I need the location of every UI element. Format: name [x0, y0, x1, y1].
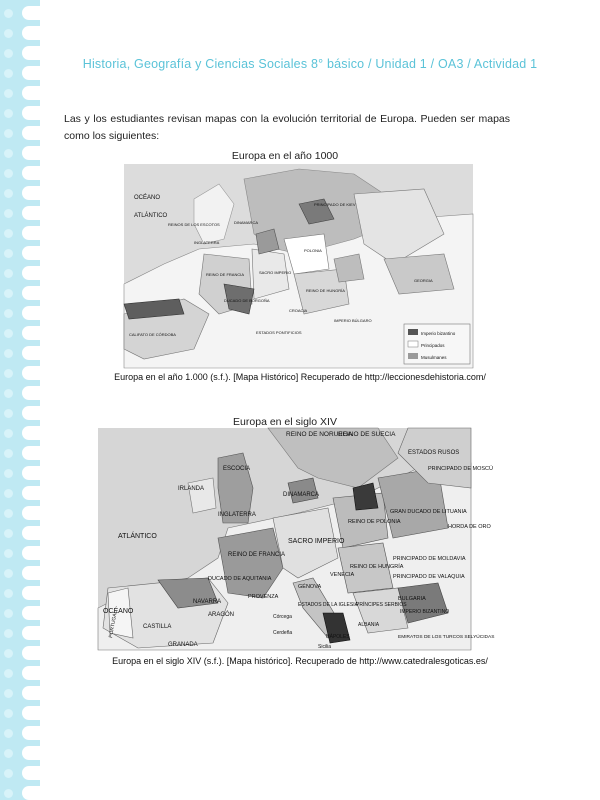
map1-scots: REINOS DE LOS ESCOTOS	[168, 222, 220, 227]
map2-genova: GÉNOVA	[298, 584, 322, 590]
strip-hole	[22, 286, 48, 300]
strip-hole	[22, 146, 48, 160]
strip-hole	[22, 166, 48, 180]
map2-venecia: VENECIA	[330, 572, 355, 578]
strip-dot	[4, 289, 13, 298]
strip-dot	[4, 409, 13, 418]
map2-polonia: REINO DE POLONIA	[348, 519, 401, 525]
map2-escocia: ESCOCIA	[223, 466, 251, 472]
strip-dot	[4, 789, 13, 798]
map2-provenza: PROVENZA	[248, 594, 279, 600]
strip-hole	[22, 766, 48, 780]
map2-emiratos: EMIRATOS DE LOS TURCOS SELYÚCIDAS	[398, 635, 495, 640]
map2-suecia: REINO DE SUECIA	[338, 431, 396, 438]
strip-dot	[4, 769, 13, 778]
strip-hole	[22, 246, 48, 260]
map1-ocean1: OCÉANO	[134, 195, 161, 201]
strip-dot	[4, 109, 13, 118]
strip-hole	[22, 786, 48, 800]
map2-lituania: GRAN DUCADO DE LITUANIA	[390, 509, 467, 515]
strip-dot	[4, 329, 13, 338]
strip-hole	[22, 686, 48, 700]
map2-francia: REINO DE FRANCIA	[228, 552, 286, 558]
strip-hole	[22, 606, 48, 620]
strip-hole	[22, 386, 48, 400]
strip-hole	[22, 546, 48, 560]
map2-atlantico: ATLÁNTICO	[118, 533, 157, 540]
map2-hungria: REINO DE HUNGRÍA	[350, 564, 404, 570]
strip-hole	[22, 266, 48, 280]
strip-hole	[22, 306, 48, 320]
map2-navarra: NAVARRA	[193, 599, 222, 605]
map2-valaquia: PRINCIPADO DE VALAQUIA	[393, 574, 465, 580]
strip-dot	[4, 189, 13, 198]
strip-dot	[4, 709, 13, 718]
strip-dot	[4, 749, 13, 758]
map-europe-14th-century	[98, 428, 495, 650]
strip-hole	[22, 6, 48, 20]
strip-dot	[4, 569, 13, 578]
strip-hole	[22, 526, 48, 540]
strip-dot	[4, 9, 13, 18]
map2-iglesia: ESTADOS DE LA IGLESIA	[298, 602, 358, 608]
strip-dot	[4, 129, 13, 138]
page-header: Historia, Geografía y Ciencias Sociales 8° básico / Unidad 1 / OA3 / Actividad 1	[82, 57, 538, 71]
map2-aquitania: DUCADO DE AQUITANIA	[208, 576, 272, 582]
strip-dot	[4, 489, 13, 498]
strip-dot	[4, 269, 13, 278]
map-europe-year-1000	[124, 164, 473, 368]
map1-caption: Europa en el año 1.000 (s.f.). [Mapa Histórico] Recuperado de http://leccionesdehistoria.com/	[114, 372, 486, 382]
map2-rusos: ESTADOS RUSOS	[408, 450, 460, 456]
map2-sacro: SACRO IMPERIO	[288, 538, 345, 545]
map2-bizantino: IMPERIO BIZANTINO	[400, 609, 450, 615]
map2-cerdena: Cerdeña	[273, 630, 293, 636]
strip-hole	[22, 666, 48, 680]
strip-dot	[4, 249, 13, 258]
strip-hole	[22, 706, 48, 720]
strip-hole	[22, 126, 48, 140]
strip-hole	[22, 426, 48, 440]
strip-dot	[4, 309, 13, 318]
strip-hole	[22, 46, 48, 60]
strip-dot	[4, 469, 13, 478]
strip-dot	[4, 729, 13, 738]
map2-sicilia: Sicilia	[318, 644, 332, 650]
map1-legend3: Musulmanes	[421, 355, 447, 360]
map2-dinamarca: DINAMARCA	[283, 492, 320, 498]
map2-corcega: Córcega	[273, 614, 292, 620]
strip-hole	[22, 326, 48, 340]
map2-bulgaria: BULGARIA	[398, 596, 426, 602]
strip-dot	[4, 629, 13, 638]
map2-inglaterra: INGLATERRA	[218, 512, 256, 518]
map1-califato: CALIFATO DE CÓRDOBA	[129, 332, 176, 337]
strip-dot	[4, 89, 13, 98]
strip-dot	[4, 69, 13, 78]
map2-granada: GRANADA	[168, 642, 198, 648]
map1-sacro: SACRO IMPERIO	[259, 270, 292, 275]
map1-ingl: INGLATERRA	[194, 240, 220, 245]
map1-georgia: GEORGIA	[414, 278, 433, 283]
map2-moscu: PRINCIPADO DE MOSCÚ	[428, 466, 493, 472]
map1-ocean2: ATLÁNTICO	[134, 213, 168, 219]
strip-hole	[22, 586, 48, 600]
strip-dot	[4, 29, 13, 38]
strip-dot	[4, 209, 13, 218]
map2-moldavia: PRINCIPADO DE MOLDAVIA	[393, 556, 466, 562]
intro-paragraph: Las y los estudiantes revisan mapas con la evolución territorial de Europa. Pueden ser mapas como los siguientes:	[64, 113, 510, 142]
strip-hole	[22, 66, 48, 80]
strip-hole	[22, 86, 48, 100]
strip-dot	[4, 349, 13, 358]
strip-hole	[22, 466, 48, 480]
strip-dot	[4, 49, 13, 58]
map2-aragon: ARAGÓN	[208, 612, 235, 618]
map1-dinamarca: DINAMARCA	[234, 220, 259, 225]
map1-legend1: Imperio bizantino	[421, 331, 456, 336]
strip-dot	[4, 369, 13, 378]
map2-noruega: REINO DE NORUEGA	[286, 431, 353, 438]
map1-hungria: REINO DE HUNGRÍA	[306, 288, 345, 293]
strip-dot	[4, 509, 13, 518]
strip-hole	[22, 486, 48, 500]
strip-hole	[22, 206, 48, 220]
map1-francia: REINO DE FRANCIA	[206, 272, 245, 277]
map2-albania: ALBANIA	[358, 622, 380, 628]
map1-bulgaro: IMPERIO BÚLGARO	[334, 318, 372, 323]
strip-dot	[4, 689, 13, 698]
strip-dot	[4, 389, 13, 398]
strip-dot	[4, 229, 13, 238]
strip-dot	[4, 169, 13, 178]
map2-irlanda: IRLANDA	[178, 486, 205, 492]
map2-castilla: CASTILLA	[143, 624, 172, 630]
strip-dot	[4, 669, 13, 678]
map2-caption: Europa en el siglo XIV (s.f.). [Mapa histórico]. Recuperado de http://www.catedralesgoticas.es/	[112, 656, 488, 666]
strip-hole	[22, 446, 48, 460]
strip-dot	[4, 609, 13, 618]
strip-hole	[22, 626, 48, 640]
strip-hole	[22, 26, 48, 40]
strip-hole	[22, 106, 48, 120]
map2-portugal: PORTUGAL	[108, 610, 119, 639]
map1-borgona: DUCADO DE BORGOÑA	[224, 298, 270, 303]
map2-horda: HORDA DE ORO	[448, 524, 491, 530]
strip-hole	[22, 566, 48, 580]
strip-hole	[22, 406, 48, 420]
map2-title: Europa en el siglo XIV	[233, 416, 337, 428]
strip-dot	[4, 149, 13, 158]
strip-dot	[4, 429, 13, 438]
map1-title: Europa en el año 1000	[231, 150, 339, 162]
map2-napoles: NÁPOLES	[326, 634, 350, 640]
strip-dot	[4, 449, 13, 458]
strip-hole	[22, 186, 48, 200]
map1-kiev: PRINCIPADO DE KIEV	[314, 202, 356, 207]
map1-polonia: POLONIA	[304, 248, 322, 253]
strip-hole	[22, 506, 48, 520]
map1-croacia: CROACIA	[289, 308, 308, 313]
strip-dot	[4, 529, 13, 538]
strip-hole	[22, 746, 48, 760]
map2-oceano: OCÉANO	[103, 608, 134, 615]
strip-dot	[4, 589, 13, 598]
map1-estados: ESTADOS PONTIFICIOS	[256, 330, 302, 335]
decorative-side-strip	[0, 0, 40, 800]
strip-dot	[4, 549, 13, 558]
map1-legend2: Principados	[421, 343, 445, 348]
strip-dot	[4, 649, 13, 658]
strip-hole	[22, 226, 48, 240]
map2-serbios: PRÍNCIPES SERBIOS	[356, 602, 407, 608]
strip-hole	[22, 346, 48, 360]
strip-hole	[22, 726, 48, 740]
